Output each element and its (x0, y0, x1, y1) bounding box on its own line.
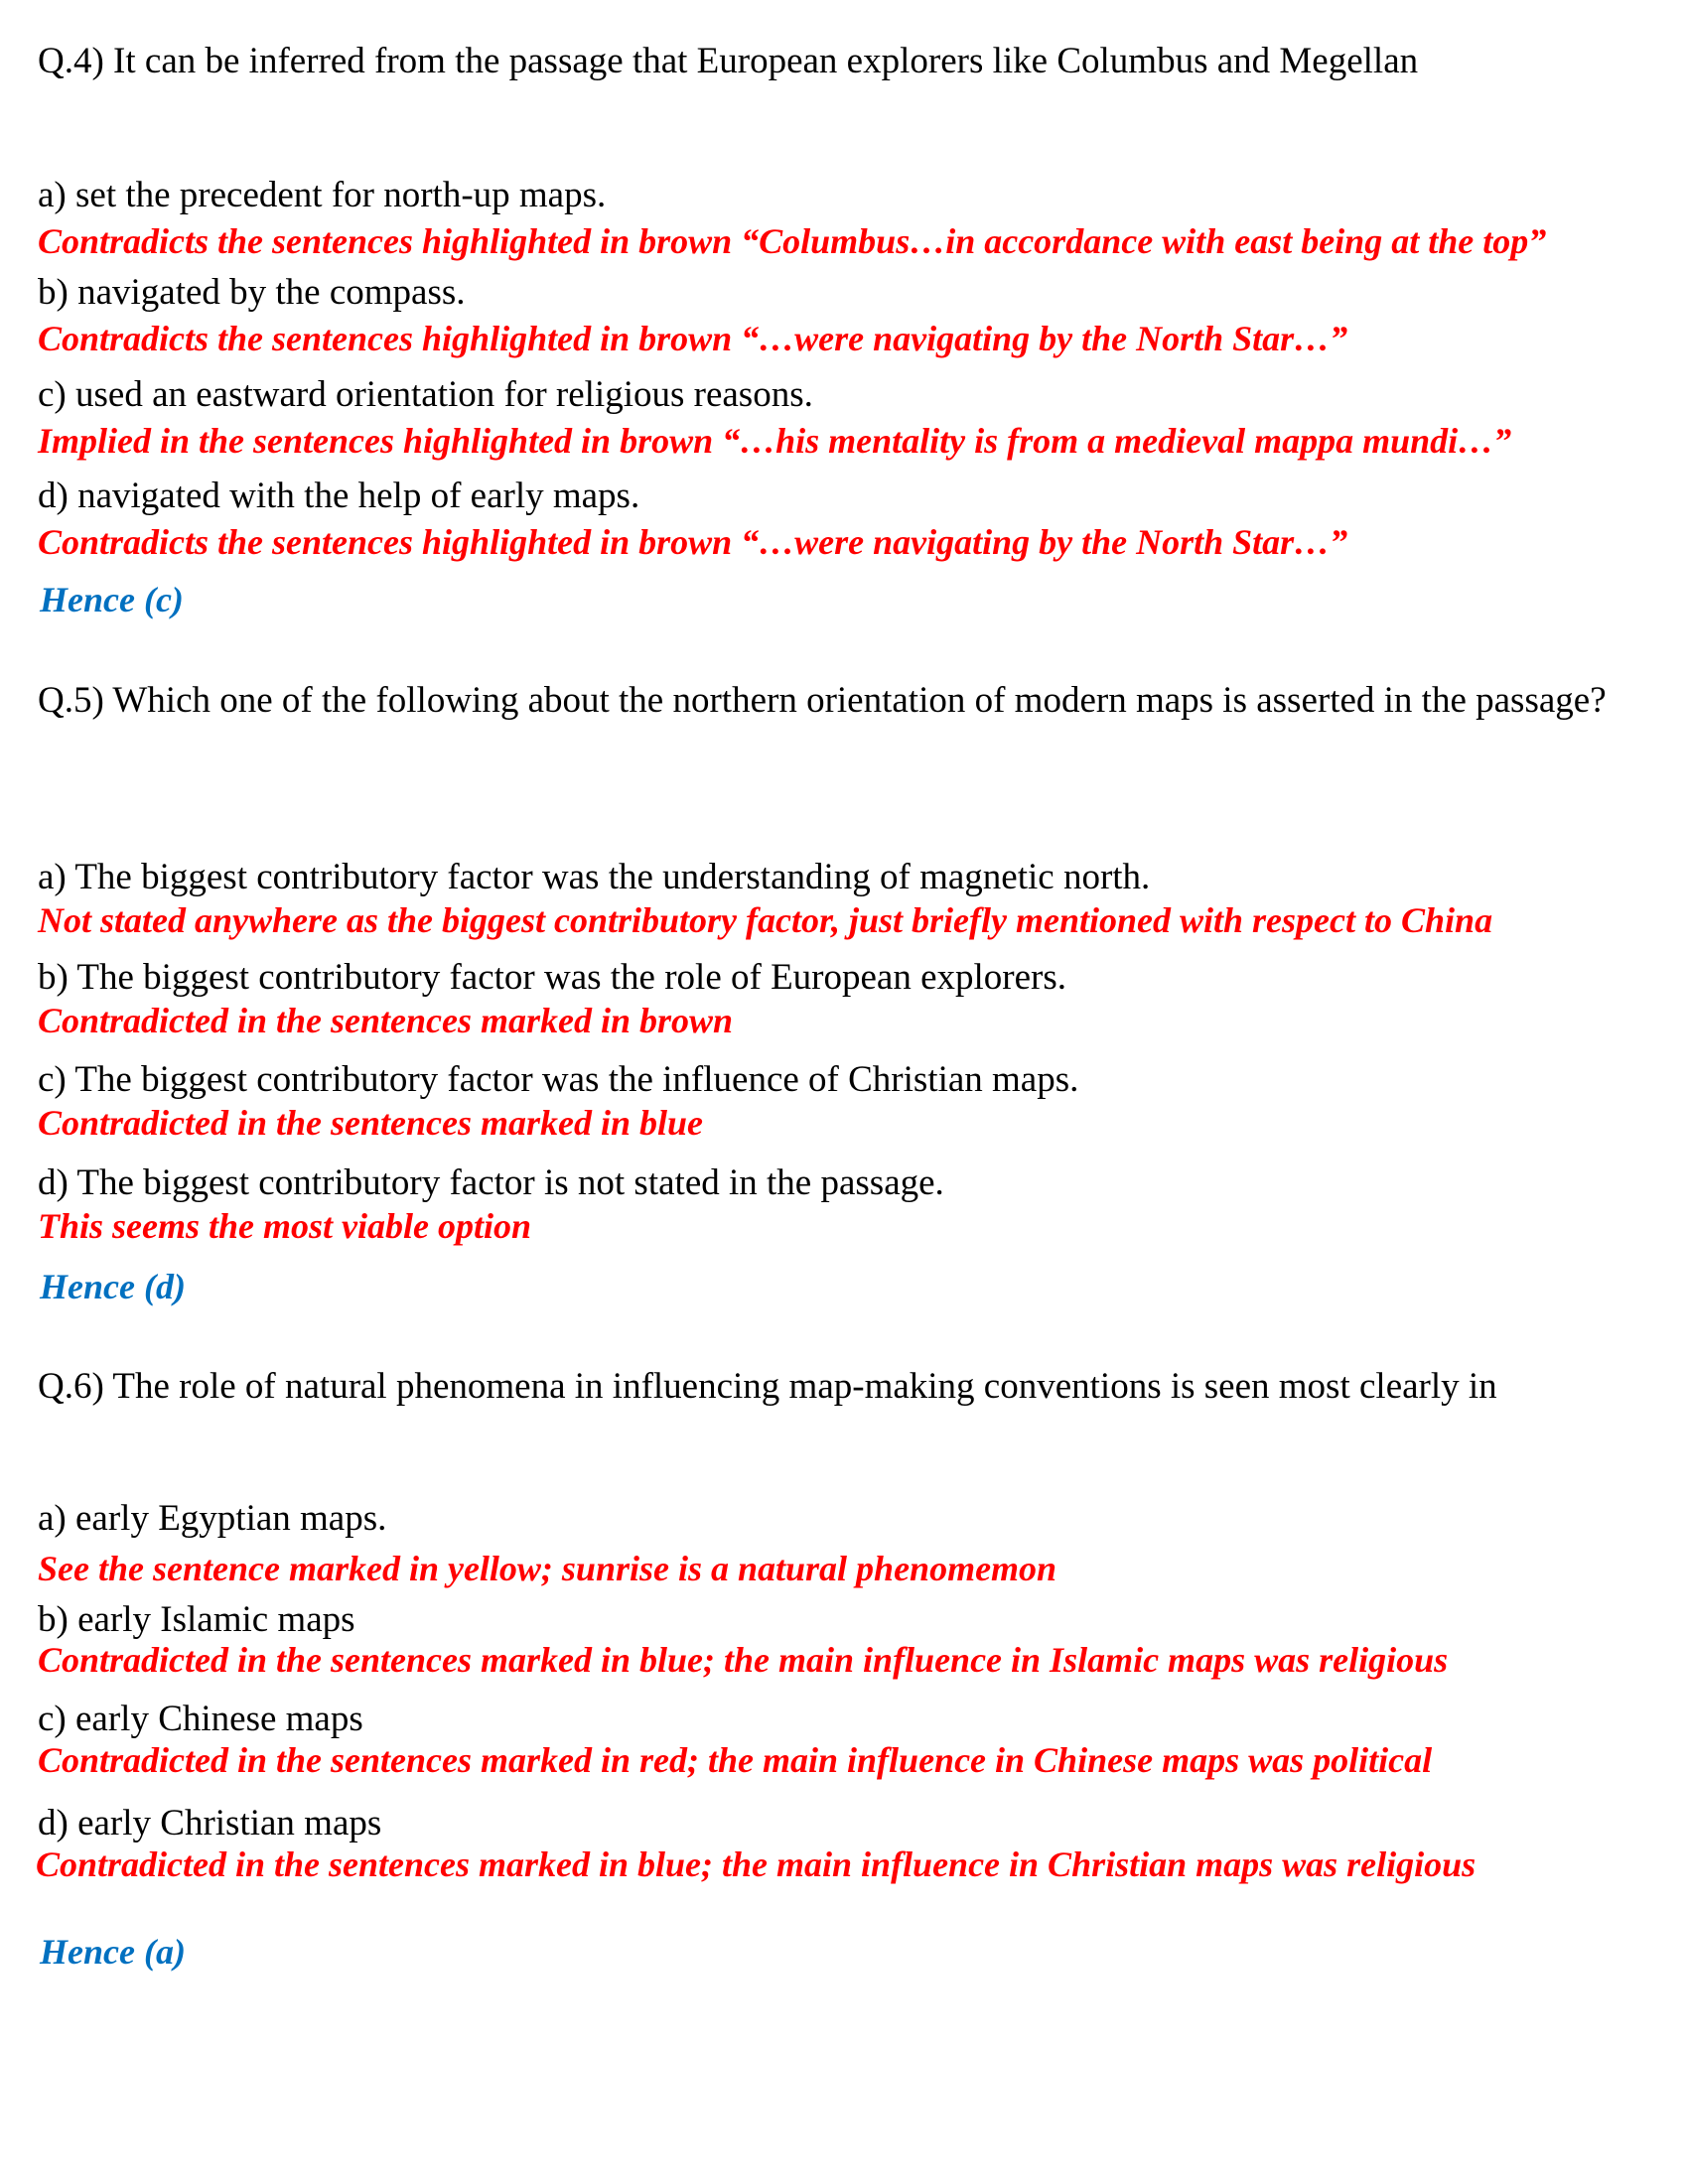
q4-option-d: d) navigated with the help of early maps. (38, 476, 640, 516)
q4-explanation-b: Contradicts the sentences highlighted in brown “…were navigating by the North Star…” (38, 319, 1348, 358)
q4-question: Q.4) It can be inferred from the passage that European explorers like Columbus and Megellan (38, 41, 1419, 81)
q6-option-a: a) early Egyptian maps. (38, 1498, 387, 1539)
q5-explanation-b: Contradicted in the sentences marked in brown (38, 1001, 734, 1040)
q4-explanation-c: Implied in the sentences highlighted in brown “…his mentality is from a medieval mappa mundi…” (38, 421, 1512, 461)
q5-option-a: a) The biggest contributory factor was the understanding of magnetic north. (38, 857, 1151, 897)
q6-explanation-b: Contradicted in the sentences marked in blue; the main influence in Islamic maps was religious (38, 1640, 1449, 1680)
q5-option-c: c) The biggest contributory factor was the influence of Christian maps. (38, 1059, 1079, 1100)
q6-option-d: d) early Christian maps (38, 1803, 382, 1843)
q4-option-b: b) navigated by the compass. (38, 272, 466, 313)
q4-answer: Hence (c) (40, 580, 184, 619)
q6-option-c: c) early Chinese maps (38, 1699, 363, 1739)
q5-answer: Hence (d) (40, 1267, 186, 1306)
q5-explanation-d: This seems the most viable option (38, 1206, 532, 1246)
q5-explanation-a: Not stated anywhere as the biggest contributory factor, just briefly mentioned with respect to China (38, 900, 1493, 940)
q4-option-c: c) used an eastward orientation for religious reasons. (38, 374, 813, 415)
q5-question: Q.5) Which one of the following about the northern orientation of modern maps is asserted in the passage? (38, 680, 1607, 721)
q6-explanation-d: Contradicted in the sentences marked in blue; the main influence in Christian maps was religious (36, 1844, 1477, 1884)
q5-option-b: b) The biggest contributory factor was the role of European explorers. (38, 957, 1066, 998)
q4-explanation-d: Contradicts the sentences highlighted in brown “…were navigating by the North Star…” (38, 522, 1348, 562)
q5-explanation-c: Contradicted in the sentences marked in blue (38, 1103, 704, 1143)
q6-question: Q.6) The role of natural phenomena in influencing map-making conventions is seen most clearly in (38, 1366, 1497, 1407)
q6-explanation-a: See the sentence marked in yellow; sunrise is a natural phenomemon (38, 1549, 1057, 1588)
q5-option-d: d) The biggest contributory factor is not stated in the passage. (38, 1162, 944, 1203)
q6-explanation-c: Contradicted in the sentences marked in red; the main influence in Chinese maps was political (38, 1740, 1433, 1780)
q6-option-b: b) early Islamic maps (38, 1599, 355, 1640)
q6-answer: Hence (a) (40, 1932, 186, 1972)
q4-option-a: a) set the precedent for north-up maps. (38, 175, 607, 215)
q4-explanation-a: Contradicts the sentences highlighted in brown “Columbus…in accordance with east being at the top” (38, 221, 1547, 261)
